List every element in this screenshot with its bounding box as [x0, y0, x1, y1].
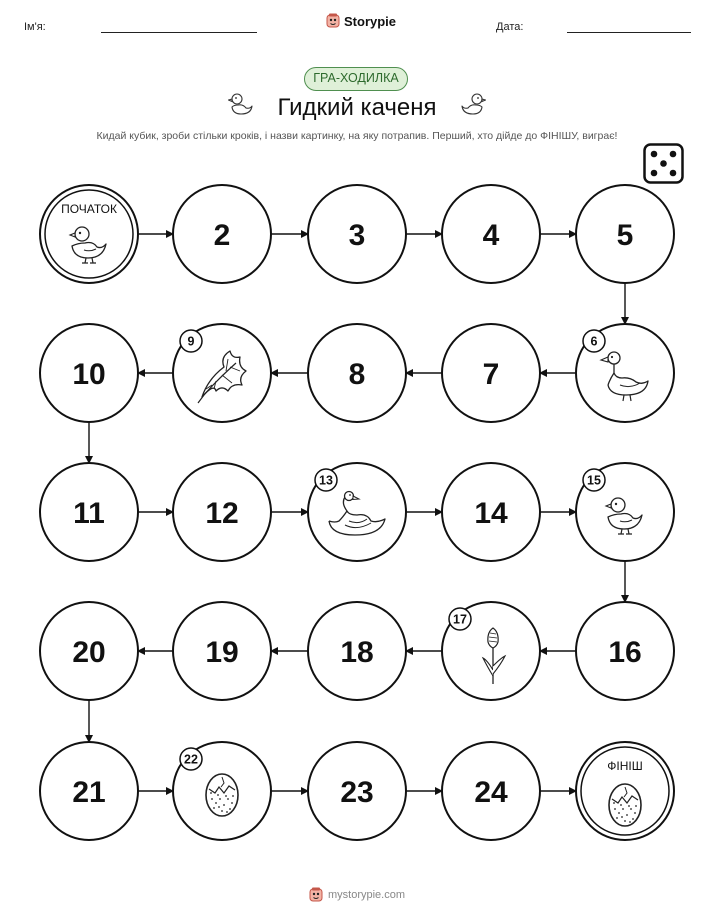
cell-number: 2 — [213, 219, 231, 252]
cell-number: 12 — [205, 497, 239, 530]
board-cell-4 — [442, 185, 540, 283]
board-cell-16 — [576, 602, 674, 700]
board-cell-3 — [308, 185, 406, 283]
cell-number: 20 — [72, 636, 106, 669]
game-type-badge: ГРА-ХОДИЛКА — [304, 67, 408, 91]
cell-number: 15 — [587, 473, 601, 488]
footer — [0, 887, 714, 903]
egg-icon — [609, 784, 641, 826]
board-cell-start — [40, 185, 138, 283]
board-cell-24 — [442, 742, 540, 840]
cell-number: 16 — [608, 636, 642, 669]
board-cell-2 — [173, 185, 271, 283]
name-label: Ім'я: — [24, 21, 46, 33]
board-cell-10 — [40, 324, 138, 422]
instructions: Кидай кубик, зроби стільки кроків, і назви картинку, на яку потрапив. Перший, хто дійде до ФІНІШУ, виграє! — [96, 130, 618, 142]
cell-number: 7 — [482, 358, 500, 391]
cell-number: 5 — [616, 219, 634, 252]
cell-number: 24 — [474, 776, 508, 809]
storypie-footer-icon — [309, 887, 323, 903]
cell-number: 14 — [474, 497, 508, 530]
cell-number: 11 — [73, 497, 105, 530]
board-cell-11 — [40, 463, 138, 561]
board-cell-5 — [576, 185, 674, 283]
cell-number: 19 — [205, 636, 239, 669]
board-cell-21 — [40, 742, 138, 840]
board-cell-13 — [308, 463, 406, 561]
cell-number: 21 — [72, 776, 106, 809]
date-label: Дата: — [496, 21, 524, 33]
cell-number: 9 — [187, 334, 195, 349]
board-cell-19 — [173, 602, 271, 700]
board-cell-18 — [308, 602, 406, 700]
board-cell-7 — [442, 324, 540, 422]
cell-number: 13 — [319, 473, 333, 488]
page-title: Гидкий каченя — [277, 94, 437, 121]
cell-number: 4 — [482, 219, 500, 252]
board-cell-finish — [576, 742, 674, 840]
cell-number: 23 — [340, 776, 374, 809]
cell-number: 22 — [184, 752, 198, 767]
start-label: ПОЧАТОК — [61, 202, 117, 216]
brand-name: Storypie — [344, 13, 397, 29]
finish-label: ФІНІШ — [607, 759, 643, 773]
board-cell-22 — [173, 742, 271, 840]
cell-number: 18 — [340, 636, 374, 669]
board-cell-8 — [308, 324, 406, 422]
cell-number: 10 — [72, 358, 106, 391]
board-cell-23 — [308, 742, 406, 840]
cell-number: 6 — [590, 334, 598, 349]
cell-number: 8 — [348, 358, 366, 391]
board-cell-6 — [576, 324, 674, 422]
cell-number: 3 — [348, 219, 366, 252]
board-cell-14 — [442, 463, 540, 561]
board-cell-20 — [40, 602, 138, 700]
egg-icon — [206, 774, 238, 816]
board-cell-9 — [173, 324, 271, 422]
footer-url: mystorypie.com — [327, 889, 406, 901]
board-cell-12 — [173, 463, 271, 561]
board-cell-17 — [442, 602, 540, 700]
cell-number: 17 — [453, 612, 467, 627]
board-cell-15 — [576, 463, 674, 561]
